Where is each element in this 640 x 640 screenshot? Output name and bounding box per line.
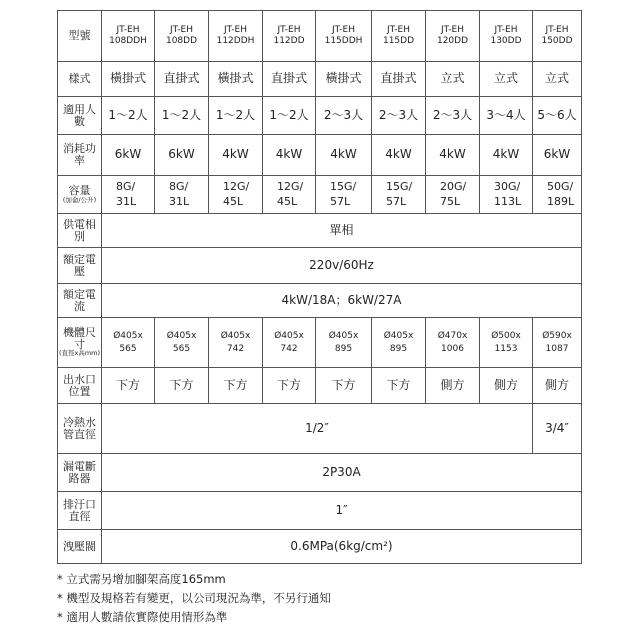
capacity-cell: 20G/ 75L bbox=[426, 176, 480, 214]
footnote: * 立式需另增加腳架高度165mm bbox=[57, 572, 226, 586]
row-breaker bbox=[58, 454, 582, 492]
model-cell: JT-EH 108DD bbox=[155, 11, 209, 62]
row-dims bbox=[58, 318, 582, 368]
style-cell: 橫掛式 bbox=[102, 62, 155, 97]
dims-cell: Ø405x 565 bbox=[155, 318, 209, 368]
people-cell: 1～2人 bbox=[155, 97, 209, 135]
row-drain bbox=[58, 492, 582, 530]
outlet-cell: 下方 bbox=[316, 368, 372, 404]
dims-cell: Ø405x 895 bbox=[372, 318, 426, 368]
dims-cell: Ø405x 895 bbox=[316, 318, 372, 368]
pipe-value-last: 3/4″ bbox=[533, 404, 582, 454]
model-cell: JT-EH 150DD bbox=[533, 11, 582, 62]
style-cell: 直掛式 bbox=[155, 62, 209, 97]
capacity-cell: 15G/ 57L bbox=[372, 176, 426, 214]
people-cell: 1～2人 bbox=[263, 97, 316, 135]
row-current bbox=[58, 284, 582, 318]
row-relief bbox=[58, 530, 582, 564]
style-cell: 立式 bbox=[426, 62, 480, 97]
breaker-value: 2P30A bbox=[102, 454, 582, 492]
label-drain: 排汙口直徑 bbox=[58, 492, 102, 530]
people-cell: 5～6人 bbox=[533, 97, 582, 135]
dims-cell: Ø405x 565 bbox=[102, 318, 155, 368]
style-cell: 直掛式 bbox=[372, 62, 426, 97]
outlet-cell: 下方 bbox=[263, 368, 316, 404]
label-power: 消耗功率 bbox=[58, 135, 102, 176]
label-dims: 機體尺寸 (直徑x高mm) bbox=[58, 318, 102, 368]
footnotes bbox=[57, 570, 331, 627]
model-cell: JT-EH 112DD bbox=[263, 11, 316, 62]
people-cell: 3～4人 bbox=[480, 97, 533, 135]
power-cell: 6kW bbox=[155, 135, 209, 176]
dims-cell: Ø500x 1153 bbox=[480, 318, 533, 368]
footnote: * 適用人數請依實際使用情形為準 bbox=[57, 610, 228, 624]
label-current: 額定電流 bbox=[58, 284, 102, 318]
capacity-cell: 15G/ 57L bbox=[316, 176, 372, 214]
style-cell: 橫掛式 bbox=[209, 62, 263, 97]
outlet-cell: 側方 bbox=[426, 368, 480, 404]
supply-value: 單相 bbox=[102, 214, 582, 248]
dims-cell: Ø405x 742 bbox=[209, 318, 263, 368]
label-supply: 供電相別 bbox=[58, 214, 102, 248]
outlet-cell: 側方 bbox=[480, 368, 533, 404]
drain-value: 1″ bbox=[102, 492, 582, 530]
people-cell: 2～3人 bbox=[426, 97, 480, 135]
dims-cell: Ø405x 742 bbox=[263, 318, 316, 368]
outlet-cell: 下方 bbox=[102, 368, 155, 404]
footnote: * 機型及規格若有變更，以公司現況為準，不另行通知 bbox=[57, 591, 331, 605]
outlet-cell: 下方 bbox=[209, 368, 263, 404]
capacity-cell: 12G/ 45L bbox=[263, 176, 316, 214]
model-cell: JT-EH 112DDH bbox=[209, 11, 263, 62]
label-breaker: 漏電斷路器 bbox=[58, 454, 102, 492]
row-voltage bbox=[58, 248, 582, 284]
label-model: 型號 bbox=[58, 11, 102, 62]
current-value: 4kW/18A；6kW/27A bbox=[102, 284, 582, 318]
row-capacity bbox=[58, 176, 582, 214]
relief-value: 0.6MPa(6kg/cm²) bbox=[102, 530, 582, 564]
style-cell: 橫掛式 bbox=[316, 62, 372, 97]
power-cell: 4kW bbox=[263, 135, 316, 176]
row-supply bbox=[58, 214, 582, 248]
power-cell: 4kW bbox=[426, 135, 480, 176]
outlet-cell: 側方 bbox=[533, 368, 582, 404]
model-cell: JT-EH 115DDH bbox=[316, 11, 372, 62]
label-capacity: 容量 (加侖/公升) bbox=[58, 176, 102, 214]
power-cell: 4kW bbox=[316, 135, 372, 176]
style-cell: 立式 bbox=[480, 62, 533, 97]
model-cell: JT-EH 130DD bbox=[480, 11, 533, 62]
power-cell: 6kW bbox=[102, 135, 155, 176]
capacity-cell: 12G/ 45L bbox=[209, 176, 263, 214]
row-people bbox=[58, 97, 582, 135]
model-cell: JT-EH 115DD bbox=[372, 11, 426, 62]
label-style: 樣式 bbox=[58, 62, 102, 97]
capacity-cell: 50G/ 189L bbox=[533, 176, 582, 214]
label-outlet: 出水口位置 bbox=[58, 368, 102, 404]
people-cell: 2～3人 bbox=[316, 97, 372, 135]
people-cell: 1～2人 bbox=[209, 97, 263, 135]
style-cell: 立式 bbox=[533, 62, 582, 97]
label-relief: 洩壓閥 bbox=[58, 530, 102, 564]
capacity-cell: 30G/ 113L bbox=[480, 176, 533, 214]
row-pipe bbox=[58, 404, 582, 454]
row-outlet bbox=[58, 368, 582, 404]
people-cell: 2～3人 bbox=[372, 97, 426, 135]
model-cell: JT-EH 108DDH bbox=[102, 11, 155, 62]
voltage-value: 220v/60Hz bbox=[102, 248, 582, 284]
style-cell: 直掛式 bbox=[263, 62, 316, 97]
label-pipe: 冷熱水管直徑 bbox=[58, 404, 102, 454]
dims-cell: Ø470x 1006 bbox=[426, 318, 480, 368]
outlet-cell: 下方 bbox=[155, 368, 209, 404]
power-cell: 6kW bbox=[533, 135, 582, 176]
label-voltage: 額定電壓 bbox=[58, 248, 102, 284]
row-model bbox=[58, 11, 582, 62]
pipe-value: 1/2″ bbox=[102, 404, 533, 454]
power-cell: 4kW bbox=[209, 135, 263, 176]
spec-table bbox=[57, 10, 582, 564]
outlet-cell: 下方 bbox=[372, 368, 426, 404]
capacity-cell: 8G/ 31L bbox=[102, 176, 155, 214]
row-style bbox=[58, 62, 582, 97]
power-cell: 4kW bbox=[480, 135, 533, 176]
people-cell: 1～2人 bbox=[102, 97, 155, 135]
model-cell: JT-EH 120DD bbox=[426, 11, 480, 62]
row-power bbox=[58, 135, 582, 176]
capacity-cell: 8G/ 31L bbox=[155, 176, 209, 214]
power-cell: 4kW bbox=[372, 135, 426, 176]
dims-cell: Ø590x 1087 bbox=[533, 318, 582, 368]
label-people: 適用人數 bbox=[58, 97, 102, 135]
